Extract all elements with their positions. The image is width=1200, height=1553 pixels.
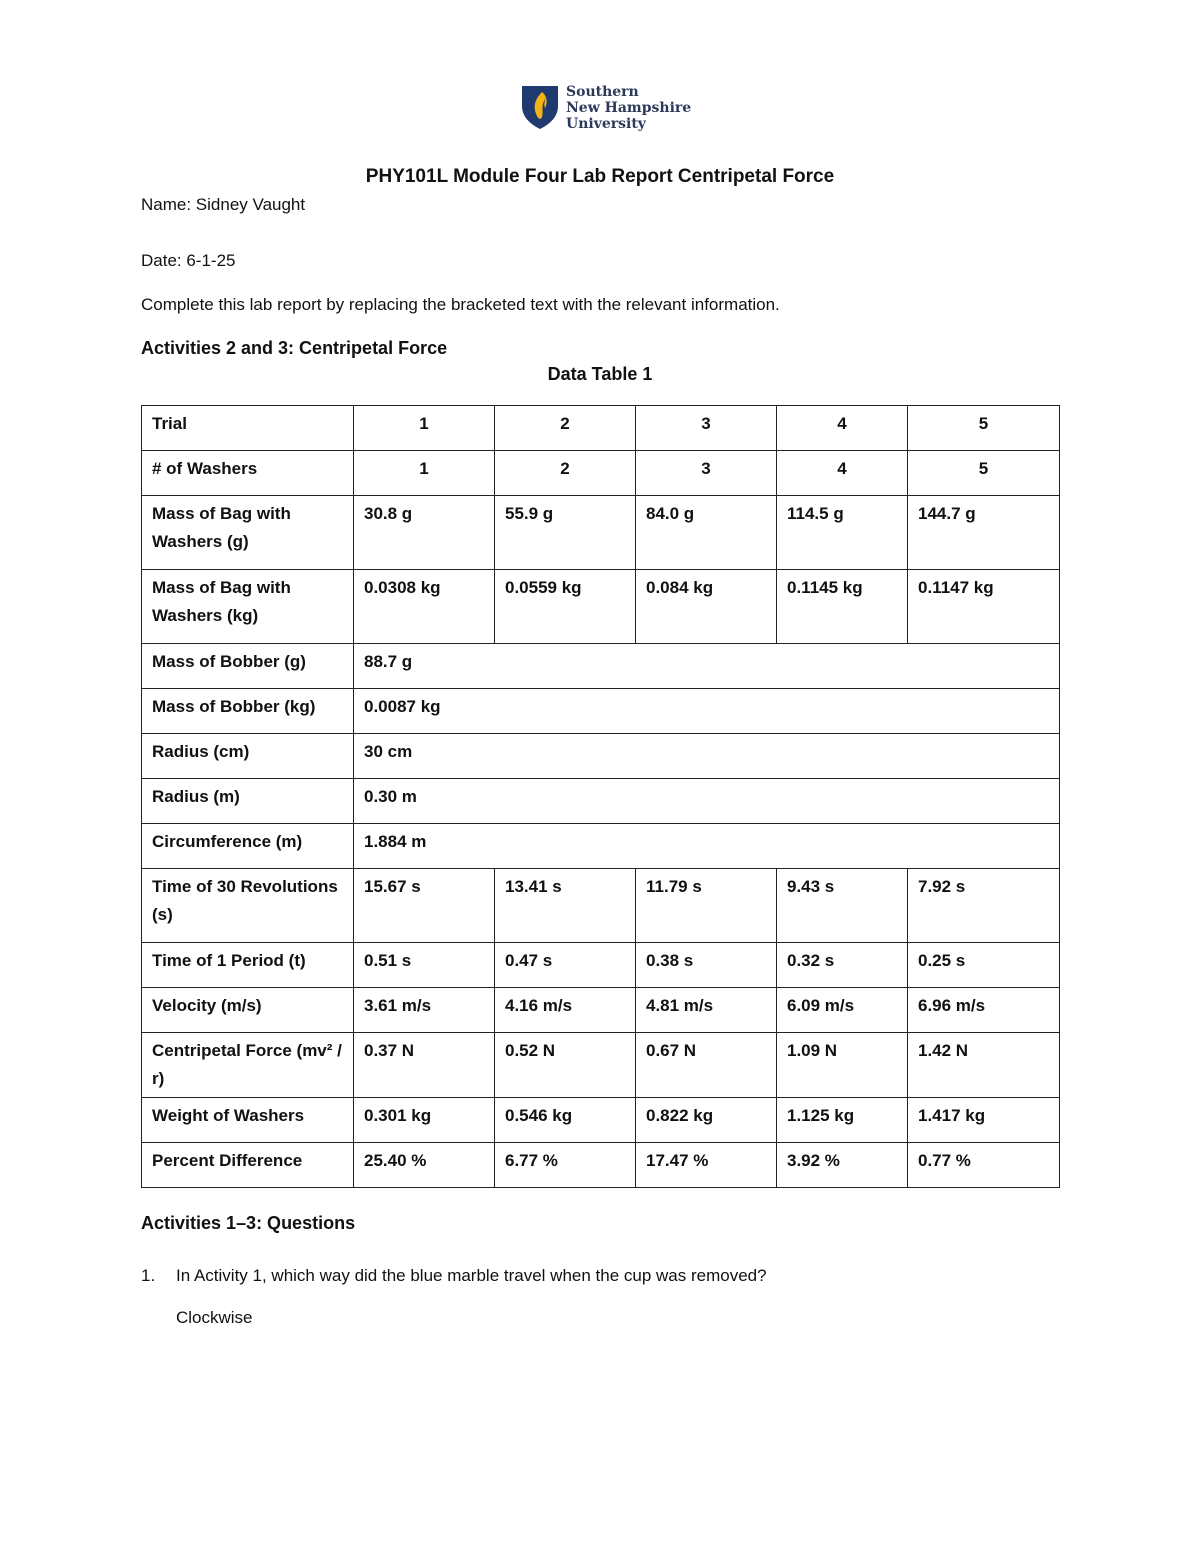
data-table bbox=[141, 405, 1060, 1188]
table-row bbox=[142, 1098, 1060, 1143]
table-cell: 0.0308 kg bbox=[354, 570, 495, 644]
row-label: Weight of Washers bbox=[142, 1098, 354, 1143]
table-cell: 1.42 N bbox=[908, 1033, 1060, 1098]
table-row bbox=[142, 451, 1060, 496]
table-cell: 55.9 g bbox=[495, 496, 636, 570]
table-cell: 0.52 N bbox=[495, 1033, 636, 1098]
table-row bbox=[142, 1143, 1060, 1188]
table-cell: 1 bbox=[354, 406, 495, 451]
table-cell: 2 bbox=[495, 451, 636, 496]
table-cell: 0.1147 kg bbox=[908, 570, 1060, 644]
logo-wordmark: Southern New Hampshire University bbox=[566, 84, 692, 132]
question-answer: Clockwise bbox=[176, 1308, 253, 1327]
table-cell: 0.38 s bbox=[636, 943, 777, 988]
table-caption: Data Table 1 bbox=[547, 364, 653, 384]
university-logo bbox=[520, 84, 690, 134]
table-row bbox=[142, 689, 1060, 734]
table-row bbox=[142, 869, 1060, 943]
table-cell: 15.67 s bbox=[354, 869, 495, 943]
table-row bbox=[142, 570, 1060, 644]
table-cell: 0.67 N bbox=[636, 1033, 777, 1098]
table-cell: 114.5 g bbox=[777, 496, 908, 570]
table-row bbox=[142, 406, 1060, 451]
table-cell: 0.084 kg bbox=[636, 570, 777, 644]
row-label: Mass of Bobber (kg) bbox=[142, 689, 354, 734]
merged-value-cell: 88.7 g bbox=[354, 644, 1060, 689]
row-label: Mass of Bobber (g) bbox=[142, 644, 354, 689]
table-cell: 4 bbox=[777, 406, 908, 451]
row-label: Velocity (m/s) bbox=[142, 988, 354, 1033]
table-row bbox=[142, 988, 1060, 1033]
table-cell: 1.09 N bbox=[777, 1033, 908, 1098]
row-label: Circumference (m) bbox=[142, 824, 354, 869]
table-cell: 0.51 s bbox=[354, 943, 495, 988]
merged-value-cell: 30 cm bbox=[354, 734, 1060, 779]
table-cell: 4 bbox=[777, 451, 908, 496]
table-cell: 4.81 m/s bbox=[636, 988, 777, 1033]
table-cell: 13.41 s bbox=[495, 869, 636, 943]
table-cell: 1.125 kg bbox=[777, 1098, 908, 1143]
table-cell: 2 bbox=[495, 406, 636, 451]
table-cell: 7.92 s bbox=[908, 869, 1060, 943]
table-cell: 6.77 % bbox=[495, 1143, 636, 1188]
table-row bbox=[142, 779, 1060, 824]
table-cell: 144.7 g bbox=[908, 496, 1060, 570]
name-line: Name: Sidney Vaught bbox=[141, 195, 306, 214]
table-row bbox=[142, 644, 1060, 689]
merged-value-cell: 1.884 m bbox=[354, 824, 1060, 869]
table-cell: 84.0 g bbox=[636, 496, 777, 570]
table-cell: 0.546 kg bbox=[495, 1098, 636, 1143]
table-cell: 0.301 kg bbox=[354, 1098, 495, 1143]
row-label: Trial bbox=[142, 406, 354, 451]
table-cell: 3 bbox=[636, 406, 777, 451]
table-cell: 5 bbox=[908, 406, 1060, 451]
merged-value-cell: 0.30 m bbox=[354, 779, 1060, 824]
row-label: # of Washers bbox=[142, 451, 354, 496]
section-heading-questions: Activities 1–3: Questions bbox=[141, 1213, 356, 1233]
table-cell: 0.0559 kg bbox=[495, 570, 636, 644]
table-cell: 1.417 kg bbox=[908, 1098, 1060, 1143]
table-row bbox=[142, 824, 1060, 869]
table-row bbox=[142, 734, 1060, 779]
table-cell: 6.09 m/s bbox=[777, 988, 908, 1033]
table-cell: 0.32 s bbox=[777, 943, 908, 988]
table-cell: 0.47 s bbox=[495, 943, 636, 988]
row-label: Mass of Bag with Washers (kg) bbox=[142, 570, 354, 644]
table-cell: 17.47 % bbox=[636, 1143, 777, 1188]
row-label: Time of 30 Revolutions (s) bbox=[142, 869, 354, 943]
table-cell: 6.96 m/s bbox=[908, 988, 1060, 1033]
table-cell: 25.40 % bbox=[354, 1143, 495, 1188]
row-label: Centripetal Force (mv² / r) bbox=[142, 1033, 354, 1098]
table-cell: 3 bbox=[636, 451, 777, 496]
table-cell: 0.25 s bbox=[908, 943, 1060, 988]
row-label: Time of 1 Period (t) bbox=[142, 943, 354, 988]
table-cell: 5 bbox=[908, 451, 1060, 496]
page-title: PHY101L Module Four Lab Report Centripetal Force bbox=[365, 166, 835, 187]
table-cell: 0.77 % bbox=[908, 1143, 1060, 1188]
row-label: Radius (m) bbox=[142, 779, 354, 824]
table-cell: 30.8 g bbox=[354, 496, 495, 570]
merged-value-cell: 0.0087 kg bbox=[354, 689, 1060, 734]
date-line: Date: 6-1-25 bbox=[141, 251, 236, 270]
table-cell: 1 bbox=[354, 451, 495, 496]
table-cell: 3.61 m/s bbox=[354, 988, 495, 1033]
table-cell: 0.1145 kg bbox=[777, 570, 908, 644]
row-label: Radius (cm) bbox=[142, 734, 354, 779]
table-cell: 0.37 N bbox=[354, 1033, 495, 1098]
table-cell: 9.43 s bbox=[777, 869, 908, 943]
table-cell: 4.16 m/s bbox=[495, 988, 636, 1033]
question-text: In Activity 1, which way did the blue marble travel when the cup was removed? bbox=[176, 1266, 767, 1285]
table-row bbox=[142, 1033, 1060, 1098]
table-cell: 3.92 % bbox=[777, 1143, 908, 1188]
table-row bbox=[142, 496, 1060, 570]
table-cell: 0.822 kg bbox=[636, 1098, 777, 1143]
question-number: 1. bbox=[141, 1266, 156, 1285]
shield-flame-icon bbox=[520, 84, 560, 130]
table-row bbox=[142, 943, 1060, 988]
row-label: Percent Difference bbox=[142, 1143, 354, 1188]
table-cell: 11.79 s bbox=[636, 869, 777, 943]
instructions: Complete this lab report by replacing the bracketed text with the relevant information. bbox=[141, 295, 780, 314]
row-label: Mass of Bag with Washers (g) bbox=[142, 496, 354, 570]
section-heading-centripetal-force: Activities 2 and 3: Centripetal Force bbox=[141, 338, 448, 358]
